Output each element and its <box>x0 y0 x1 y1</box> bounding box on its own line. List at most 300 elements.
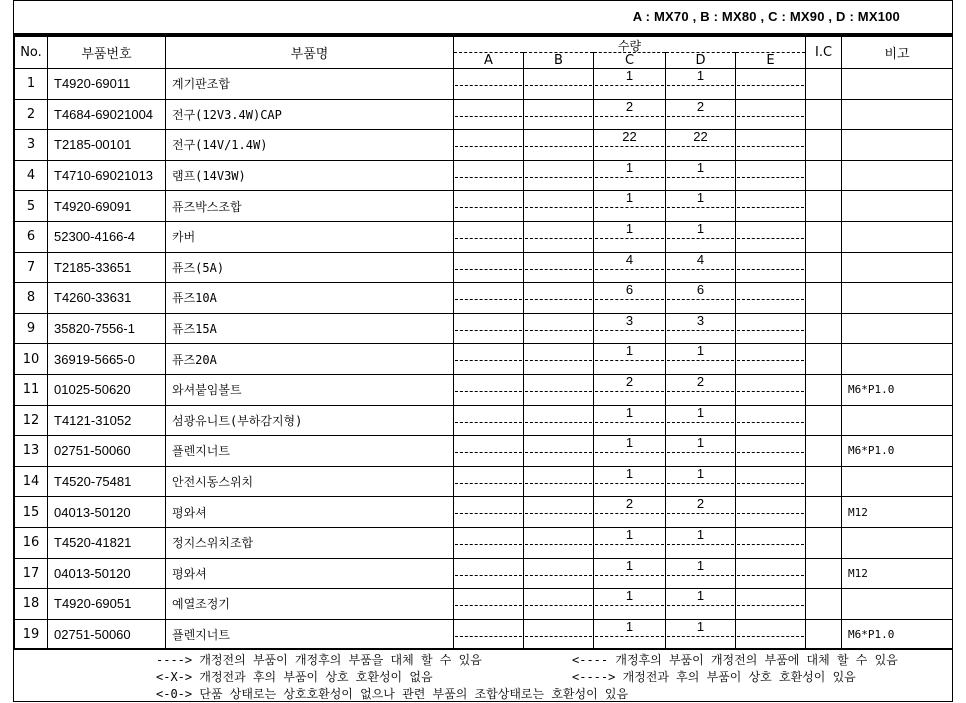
remark-cell <box>842 99 953 130</box>
dashed-underline <box>667 544 734 545</box>
dashed-underline <box>595 452 664 453</box>
dashed-underline <box>595 483 664 484</box>
qty-cell-d <box>666 436 736 467</box>
row-number: 15 <box>15 497 48 528</box>
dashed-underline <box>525 330 592 331</box>
qty-cell-a <box>454 527 524 558</box>
qty-value: 1 <box>696 466 705 481</box>
qty-cell-e <box>736 160 806 191</box>
part-number: T2185-33651 <box>48 252 166 283</box>
qty-cell-d <box>666 191 736 222</box>
dashed-underline <box>595 605 664 606</box>
qty-cell-e <box>736 252 806 283</box>
dashed-underline <box>667 452 734 453</box>
dashed-underline <box>525 177 592 178</box>
dashed-underline <box>525 422 592 423</box>
col-header-ic: I.C <box>806 37 842 69</box>
dashed-underline <box>595 544 664 545</box>
part-name: 퓨즈15A <box>166 313 454 344</box>
qty-cell-d <box>666 130 736 161</box>
part-number: T4920-69051 <box>48 589 166 620</box>
dashed-underline <box>737 330 804 331</box>
dashed-underline <box>525 452 592 453</box>
ic-cell <box>806 313 842 344</box>
part-name: 퓨즈20A <box>166 344 454 375</box>
qty-value: 1 <box>696 619 705 634</box>
dashed-underline <box>525 605 592 606</box>
dashed-underline <box>525 146 592 147</box>
row-number: 19 <box>15 619 48 650</box>
part-number: T4920-69091 <box>48 191 166 222</box>
qty-cell-a <box>454 130 524 161</box>
qty-cell-a <box>454 69 524 100</box>
part-number: T4260-33631 <box>48 283 166 314</box>
row-number: 9 <box>15 313 48 344</box>
dashed-underline <box>455 544 522 545</box>
col-header-qty: 수량 <box>454 37 806 53</box>
qty-cell-d <box>666 252 736 283</box>
qty-value: 1 <box>625 343 634 359</box>
dashed-underline <box>737 269 804 270</box>
col-header-b: B <box>524 53 594 69</box>
qty-cell-b <box>524 405 594 436</box>
ic-cell <box>806 619 842 650</box>
qty-value: 1 <box>696 527 705 542</box>
qty-cell-d <box>666 313 736 344</box>
dashed-underline <box>667 299 734 300</box>
dashed-underline <box>455 116 522 117</box>
dashed-underline <box>737 360 804 361</box>
row-number: 8 <box>15 283 48 314</box>
row-number: 12 <box>15 405 48 436</box>
dashed-underline <box>737 575 804 576</box>
qty-cell-b <box>524 344 594 375</box>
qty-cell-d <box>666 589 736 620</box>
qty-cell-c <box>594 99 666 130</box>
dashed-underline <box>737 238 804 239</box>
qty-cell-b <box>524 252 594 283</box>
part-number: 02751-50060 <box>48 436 166 467</box>
remark-cell <box>842 313 953 344</box>
col-header-e: E <box>736 53 806 69</box>
legend-line-2-left: <-X-> 개정전과 후의 부품이 상호 호환성이 없음 <box>156 670 433 684</box>
legend-line-3: <-0-> 단품 상태로는 상호호환성이 없으나 관련 부품의 조합상태로는 호환성이 있음 <box>156 687 629 701</box>
dashed-underline <box>737 177 804 178</box>
qty-cell-e <box>736 497 806 528</box>
remark-cell: M12 <box>842 558 953 589</box>
row-number: 7 <box>15 252 48 283</box>
qty-cell-c <box>594 527 666 558</box>
row-number: 17 <box>15 558 48 589</box>
dashed-underline <box>455 177 522 178</box>
part-number: T4710-69021013 <box>48 160 166 191</box>
dashed-underline <box>737 207 804 208</box>
qty-value: 1 <box>696 343 705 359</box>
part-number: 35820-7556-1 <box>48 313 166 344</box>
qty-cell-e <box>736 466 806 497</box>
table-row <box>15 69 953 100</box>
table-row <box>15 344 953 375</box>
compatibility-legend <box>14 648 952 703</box>
qty-cell-a <box>454 436 524 467</box>
qty-value: 1 <box>696 68 705 83</box>
qty-cell-c <box>594 313 666 344</box>
qty-cell-a <box>454 160 524 191</box>
dashed-underline <box>455 513 522 514</box>
row-number: 18 <box>15 589 48 620</box>
remark-cell <box>842 130 953 161</box>
dashed-underline <box>455 85 522 86</box>
qty-value: 2 <box>625 99 634 114</box>
qty-value: 1 <box>625 160 634 175</box>
dashed-underline <box>455 238 522 239</box>
part-name: 예열조정기 <box>166 589 454 620</box>
ic-cell <box>806 252 842 283</box>
dashed-underline <box>667 177 734 178</box>
qty-value: 2 <box>625 496 634 512</box>
qty-cell-a <box>454 221 524 252</box>
row-number: 5 <box>15 191 48 222</box>
dashed-underline <box>525 269 592 270</box>
row-number: 13 <box>15 436 48 467</box>
qty-cell-a <box>454 497 524 528</box>
dashed-underline <box>667 605 734 606</box>
table-row <box>15 436 953 467</box>
qty-cell-c <box>594 436 666 467</box>
row-number: 10 <box>15 344 48 375</box>
qty-cell-b <box>524 130 594 161</box>
table-row <box>15 527 953 558</box>
dashed-underline <box>595 513 664 514</box>
col-header-no: No. <box>15 37 48 69</box>
part-number: 36919-5665-0 <box>48 344 166 375</box>
qty-cell-a <box>454 619 524 650</box>
part-number: T2185-00101 <box>48 130 166 161</box>
dashed-underline <box>525 513 592 514</box>
table-row <box>15 221 953 252</box>
qty-value: 6 <box>696 282 705 298</box>
ic-cell <box>806 497 842 528</box>
qty-value: 1 <box>625 527 634 542</box>
dashed-underline <box>737 452 804 453</box>
qty-cell-c <box>594 589 666 620</box>
qty-value: 1 <box>696 405 705 420</box>
remark-cell <box>842 589 953 620</box>
dashed-underline <box>737 483 804 484</box>
col-header-part-no: 부품번호 <box>48 37 166 69</box>
part-number: 04013-50120 <box>48 558 166 589</box>
qty-cell-c <box>594 466 666 497</box>
ic-cell <box>806 160 842 191</box>
remark-cell <box>842 466 953 497</box>
qty-cell-c <box>594 558 666 589</box>
dashed-underline <box>525 544 592 545</box>
table-row <box>15 160 953 191</box>
ic-cell <box>806 374 842 405</box>
dashed-underline <box>595 299 664 300</box>
dashed-underline <box>595 575 664 576</box>
qty-cell-a <box>454 374 524 405</box>
dashed-underline <box>455 360 522 361</box>
qty-cell-c <box>594 497 666 528</box>
dashed-underline <box>525 207 592 208</box>
dashed-underline <box>525 483 592 484</box>
remark-cell: M6*P1.0 <box>842 619 953 650</box>
dashed-underline <box>595 85 664 86</box>
remark-cell <box>842 160 953 191</box>
dashed-underline <box>525 299 592 300</box>
row-number: 1 <box>15 69 48 100</box>
remark-cell <box>842 283 953 314</box>
part-name: 평와셔 <box>166 497 454 528</box>
part-name: 전구(14V/1.4W) <box>166 130 454 161</box>
col-header-remark: 비고 <box>842 37 953 69</box>
part-number: T4520-75481 <box>48 466 166 497</box>
table-row <box>15 374 953 405</box>
qty-cell-c <box>594 619 666 650</box>
part-number: 02751-50060 <box>48 619 166 650</box>
qty-cell-b <box>524 558 594 589</box>
legend-line-2-right: <----> 개정전과 후의 부품이 상호 호환성이 있음 <box>572 670 856 684</box>
qty-value: 1 <box>625 588 634 604</box>
dashed-underline <box>737 116 804 117</box>
table-row <box>15 619 953 650</box>
qty-cell-e <box>736 191 806 222</box>
col-header-a: A <box>454 53 524 69</box>
qty-cell-d <box>666 221 736 252</box>
qty-cell-a <box>454 99 524 130</box>
qty-value: 2 <box>625 374 634 389</box>
qty-value: 1 <box>696 221 705 236</box>
dashed-underline <box>455 391 522 392</box>
dashed-underline <box>455 146 522 147</box>
dashed-underline <box>455 269 522 270</box>
remark-cell <box>842 191 953 222</box>
qty-value: 1 <box>625 68 634 83</box>
qty-cell-d <box>666 527 736 558</box>
dashed-underline <box>737 544 804 545</box>
dashed-underline <box>667 116 734 117</box>
qty-value: 1 <box>696 160 705 175</box>
part-name: 램프(14V3W) <box>166 160 454 191</box>
table-row <box>15 252 953 283</box>
qty-cell-e <box>736 374 806 405</box>
qty-cell-e <box>736 99 806 130</box>
dashed-underline <box>525 636 592 637</box>
qty-value: 1 <box>625 435 634 451</box>
part-name: 계기판조합 <box>166 69 454 100</box>
dashed-underline <box>737 146 804 147</box>
dashed-underline <box>667 483 734 484</box>
part-number: T4684-69021004 <box>48 99 166 130</box>
dashed-underline <box>667 207 734 208</box>
qty-cell-d <box>666 497 736 528</box>
ic-cell <box>806 130 842 161</box>
dashed-underline <box>667 85 734 86</box>
qty-cell-e <box>736 221 806 252</box>
dashed-underline <box>667 513 734 514</box>
qty-cell-e <box>736 283 806 314</box>
part-name: 퓨즈(5A) <box>166 252 454 283</box>
table-row <box>15 466 953 497</box>
qty-value: 1 <box>696 190 705 206</box>
dashed-underline <box>455 330 522 331</box>
qty-value: 2 <box>696 496 705 512</box>
remark-cell <box>842 221 953 252</box>
qty-cell-e <box>736 619 806 650</box>
ic-cell <box>806 221 842 252</box>
qty-cell-b <box>524 374 594 405</box>
qty-cell-a <box>454 558 524 589</box>
dashed-underline <box>737 85 804 86</box>
part-name: 섬광유니트(부하감지형) <box>166 405 454 436</box>
qty-cell-e <box>736 344 806 375</box>
ic-cell <box>806 558 842 589</box>
qty-cell-b <box>524 69 594 100</box>
dashed-underline <box>667 146 734 147</box>
qty-value: 1 <box>625 466 634 481</box>
qty-cell-c <box>594 69 666 100</box>
qty-cell-d <box>666 405 736 436</box>
ic-cell <box>806 344 842 375</box>
ic-cell <box>806 589 842 620</box>
dashed-underline <box>525 116 592 117</box>
dashed-underline <box>595 116 664 117</box>
dashed-underline <box>667 636 734 637</box>
qty-cell-e <box>736 527 806 558</box>
dashed-underline <box>595 269 664 270</box>
qty-value: 2 <box>696 374 705 389</box>
qty-cell-c <box>594 130 666 161</box>
dashed-underline <box>455 575 522 576</box>
dashed-underline <box>455 207 522 208</box>
qty-value: 1 <box>625 619 634 634</box>
qty-cell-b <box>524 191 594 222</box>
top-border <box>14 0 952 1</box>
dashed-underline <box>595 146 664 147</box>
part-number: 04013-50120 <box>48 497 166 528</box>
ic-cell <box>806 191 842 222</box>
part-name: 정지스위치조합 <box>166 527 454 558</box>
ic-cell <box>806 436 842 467</box>
dashed-underline <box>455 299 522 300</box>
qty-value: 1 <box>625 405 634 420</box>
qty-cell-b <box>524 466 594 497</box>
col-header-c: C <box>594 53 666 69</box>
qty-cell-b <box>524 160 594 191</box>
dashed-underline <box>525 85 592 86</box>
qty-value: 1 <box>625 190 634 206</box>
dashed-underline <box>595 636 664 637</box>
qty-cell-d <box>666 619 736 650</box>
col-header-d: D <box>666 53 736 69</box>
qty-value: 1 <box>696 558 705 573</box>
qty-cell-a <box>454 191 524 222</box>
qty-cell-e <box>736 130 806 161</box>
qty-cell-e <box>736 589 806 620</box>
qty-cell-b <box>524 313 594 344</box>
qty-cell-e <box>736 313 806 344</box>
part-number: T4121-31052 <box>48 405 166 436</box>
row-number: 14 <box>15 466 48 497</box>
dashed-underline <box>455 422 522 423</box>
row-number: 4 <box>15 160 48 191</box>
dashed-underline <box>667 391 734 392</box>
qty-cell-b <box>524 527 594 558</box>
qty-value: 22 <box>693 129 708 145</box>
part-name: 퓨즈박스조합 <box>166 191 454 222</box>
remark-cell <box>842 405 953 436</box>
part-name: 전구(12V3.4W)CAP <box>166 99 454 130</box>
part-name: 퓨즈10A <box>166 283 454 314</box>
qty-value: 2 <box>696 99 705 114</box>
parts-table <box>14 36 953 650</box>
dashed-underline <box>595 422 664 423</box>
dashed-underline <box>595 330 664 331</box>
dashed-underline <box>737 299 804 300</box>
row-number: 2 <box>15 99 48 130</box>
qty-value: 1 <box>625 558 634 573</box>
dashed-underline <box>455 636 522 637</box>
qty-cell-c <box>594 374 666 405</box>
part-number: 01025-50620 <box>48 374 166 405</box>
part-name: 플렌지너트 <box>166 436 454 467</box>
qty-cell-b <box>524 99 594 130</box>
part-name: 평와셔 <box>166 558 454 589</box>
part-name: 안전시동스위치 <box>166 466 454 497</box>
qty-cell-e <box>736 436 806 467</box>
dashed-underline <box>455 483 522 484</box>
dashed-underline <box>667 575 734 576</box>
row-number: 16 <box>15 527 48 558</box>
remark-cell: M6*P1.0 <box>842 436 953 467</box>
qty-cell-d <box>666 344 736 375</box>
qty-cell-d <box>666 283 736 314</box>
qty-cell-c <box>594 252 666 283</box>
dashed-underline <box>525 391 592 392</box>
qty-cell-d <box>666 69 736 100</box>
row-number: 3 <box>15 130 48 161</box>
dashed-underline <box>595 391 664 392</box>
dashed-underline <box>737 513 804 514</box>
qty-cell-a <box>454 313 524 344</box>
table-row <box>15 99 953 130</box>
col-header-part-name: 부품명 <box>166 37 454 69</box>
table-row <box>15 283 953 314</box>
qty-value: 1 <box>625 221 634 236</box>
qty-cell-b <box>524 283 594 314</box>
qty-cell-b <box>524 589 594 620</box>
dashed-underline <box>595 238 664 239</box>
qty-cell-a <box>454 405 524 436</box>
dashed-underline <box>525 360 592 361</box>
qty-cell-b <box>524 221 594 252</box>
table-row <box>15 130 953 161</box>
legend-line-1-left: ----> 개정전의 부품이 개정후의 부품을 대체 할 수 있음 <box>156 653 482 667</box>
qty-cell-b <box>524 497 594 528</box>
qty-cell-d <box>666 99 736 130</box>
ic-cell <box>806 405 842 436</box>
remark-cell <box>842 344 953 375</box>
qty-cell-b <box>524 619 594 650</box>
qty-value: 22 <box>622 129 637 145</box>
remark-cell <box>842 252 953 283</box>
part-name: 카버 <box>166 221 454 252</box>
qty-cell-a <box>454 252 524 283</box>
qty-cell-a <box>454 466 524 497</box>
qty-cell-d <box>666 160 736 191</box>
part-name: 플렌지너트 <box>166 619 454 650</box>
